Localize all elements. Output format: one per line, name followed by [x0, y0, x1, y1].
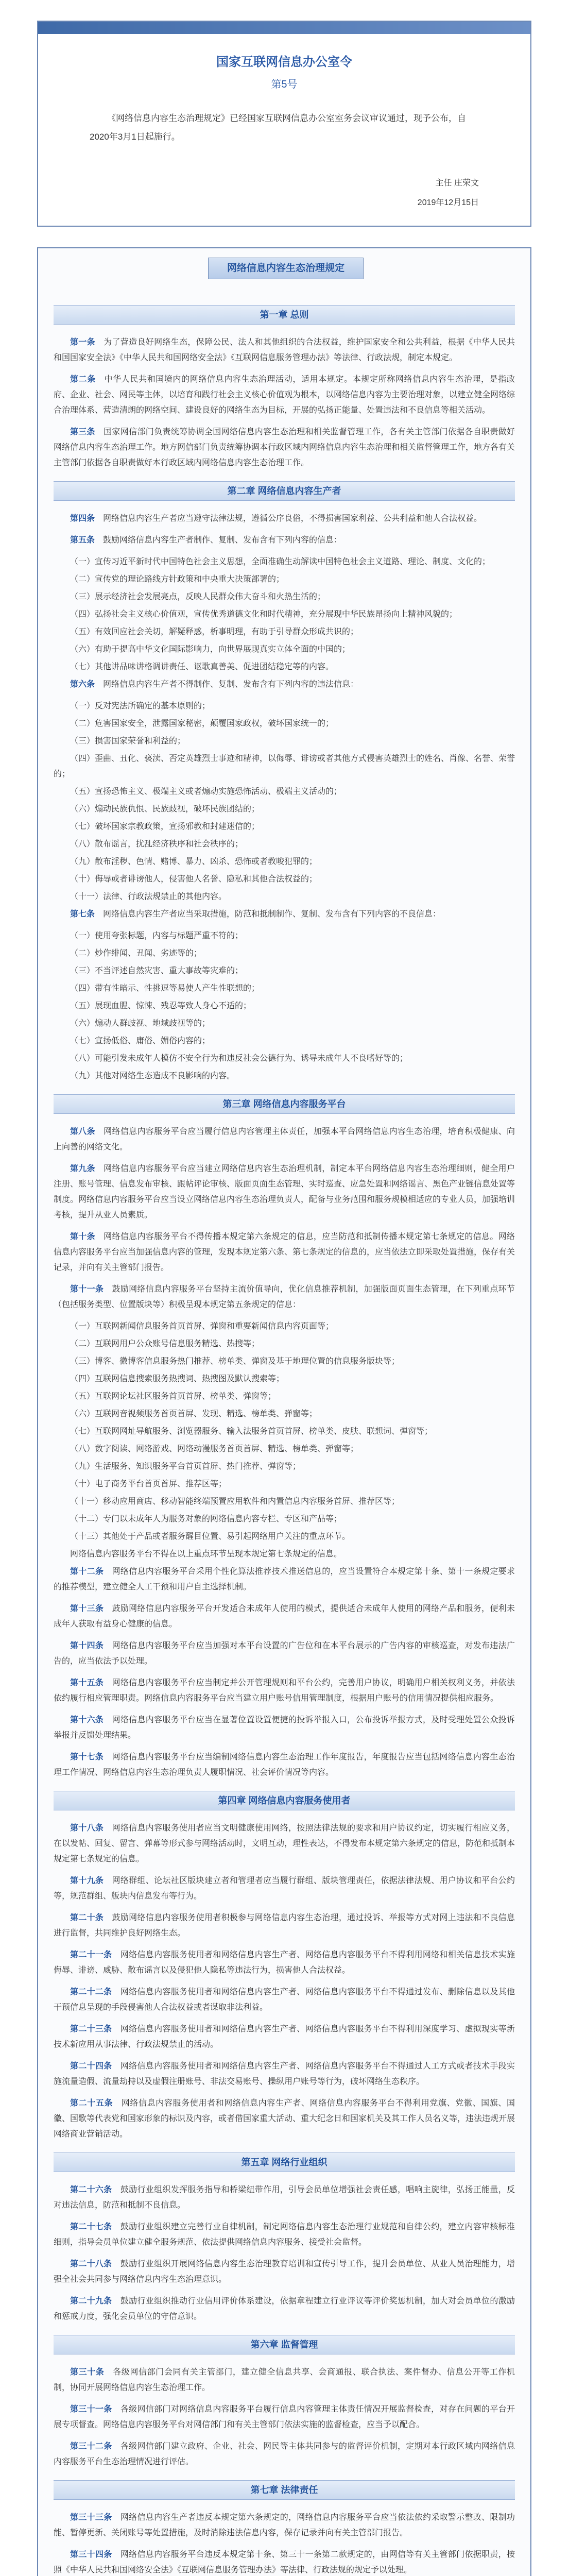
article-text: 鼓励行业组织开展网络信息内容生态治理教育培训和宣传引导工作，提升会员单位、从业人员治理能力，增强全社会共同参与网络信息内容生态治理意识。	[54, 2260, 515, 2284]
article-text: 网络信息内容服务平台采用个性化算法推荐技术推送信息的，应当设置符合本规定第十条、第十一条规定要求的推荐模型，建立健全人工干预和用户自主选择机制。	[54, 1567, 515, 1591]
article	[54, 2294, 515, 2325]
article-item: （二）宣传党的理论路线方针政策和中央重大决策部署的；	[70, 575, 285, 584]
article-text: 网络信息内容生产者应当遵守法律法规，遵循公序良俗，不得损害国家利益、公共利益和他人合法权益。	[103, 514, 482, 523]
article-number: 第二十八条	[70, 2260, 112, 2268]
header-card	[37, 21, 531, 227]
article-item: （十三）其他处于产品或者服务醒目位置、易引起网络用户关注的重点环节。	[70, 1532, 351, 1541]
article-number: 第七条	[70, 910, 95, 919]
article-number: 第十五条	[70, 1679, 104, 1687]
article-item: （九）其他对网络生态造成不良影响的内容。	[70, 1072, 235, 1080]
article	[54, 2402, 515, 2433]
article-item: （四）歪曲、丑化、亵渎、否定英雄烈士事迹和精神，以侮辱、诽谤或者其他方式侵害英雄烈士的姓名、肖像、名誉、荣誉的；	[54, 754, 515, 778]
article-text: 鼓励网络信息内容服务平台坚持主流价值导向，优化信息推荐机制，加强版面页面生态管理，在下列重点环节（包括服务类型、位置版块等）积极呈现本规定第五条规定的信息：	[54, 1285, 515, 1309]
article-item: （十）侮辱或者诽谤他人，侵害他人名誉、隐私和其他合法权益的；	[70, 875, 318, 884]
chapter-heading: 第四章 网络信息内容服务使用者	[54, 1791, 515, 1810]
article	[54, 2182, 515, 2213]
order-number: 第5号	[271, 79, 298, 90]
article-number: 第四条	[70, 514, 95, 523]
article-item: （七）其他讲品味讲格调讲责任、讴歌真善美、促进团结稳定等的内容。	[70, 663, 334, 671]
article-item: （一）互联网新闻信息服务首页首屏、弹窗和重要新闻信息内容页面等；	[70, 1322, 334, 1331]
article-text: 鼓励网络信息内容生产者制作、复制、发布含有下列内容的信息：	[103, 536, 342, 545]
article-number: 第八条	[70, 1127, 95, 1136]
article-item: （五）宣扬恐怖主义、极端主义或者煽动实施恐怖活动、极端主义活动的；	[70, 787, 342, 796]
article	[54, 2439, 515, 2470]
article-item: （八）可能引发未成年人模仿不安全行为和违反社会公德行为、诱导未成年人不良嗜好等的；	[70, 1054, 408, 1063]
article	[54, 2510, 515, 2541]
article-text: 网络信息内容服务平台应当制定并公开管理规则和平台公约，完善用户协议，明确用户相关权利义务，并依法依约履行相应管理职责。网络信息内容服务平台应当建立用户账号信用管理制度，根据用户账号的信用情况提供相应服务。	[54, 1679, 515, 1703]
article-text: 网络信息内容服务使用者和网络信息内容生产者、网络信息内容服务平台不得利用深度学习、虚拟现实等新技术新应用从事法律、行政法规禁止的活动。	[54, 2025, 515, 2049]
article-text: 网络信息内容服务平台不得传播本规定第六条规定的信息，应当防范和抵制传播本规定第七条规定的信息。网络信息内容服务平台应当加强信息内容的管理，发现本规定第六条、第七条规定的信息的，应当依法立即采取处置措施，保存有关记录，并向有关主管部门报告。	[54, 1232, 515, 1272]
article-text: 网络信息内容服务使用者和网络信息内容生产者、网络信息内容服务平台不得利用党旗、党徽、国旗、国徽、国歌等代表党和国家形象的标识及内容，或者借国家重大活动、重大纪念日和国家机关及其工作人员名义等，违法违规开展网络商业营销活动。	[54, 2099, 515, 2139]
article-item: （三）不当评述自然灾害、重大事故等灾难的；	[70, 967, 244, 975]
article-text: 为了营造良好网络生态，保障公民、法人和其他组织的合法权益，维护国家安全和公共利益，根据《中华人民共和国国家安全法》《中华人民共和国网络安全法》《互联网信息服务管理办法》等法律、行政法规，制定本规定。	[54, 338, 515, 362]
article-item: （二）炒作绯闻、丑闻、劣迹等的；	[70, 949, 202, 958]
article-item: （三）损害国家荣誉和利益的；	[70, 737, 186, 745]
intro-paragraph: 《网络信息内容生态治理规定》已经国家互联网信息办公室室务会议审议通过，现予公布，自2020年3月1日起施行。	[90, 113, 466, 142]
article	[54, 1910, 515, 1941]
article-number: 第十九条	[70, 1876, 104, 1885]
article-text: 鼓励网络信息内容服务使用者积极参与网络信息内容生态治理，通过投诉、举报等方式对网上违法和不良信息进行监督，共同维护良好网络生态。	[54, 1913, 515, 1938]
article-item: （八）数字阅读、网络游戏、网络动漫服务首页首屏、精选、榜单类、弹窗等；	[70, 1445, 359, 1453]
article-number: 第二条	[70, 375, 96, 384]
article-number: 第五条	[70, 536, 95, 545]
article	[54, 2022, 515, 2053]
article-number: 第六条	[70, 680, 95, 689]
chapter-heading: 第六章 监督管理	[54, 2335, 515, 2354]
article-text: 网络信息内容服务平台应当建立网络信息内容生态治理机制，制定本平台网络信息内容生态治理细则，健全用户注册、账号管理、信息发布审核、跟帖评论审核、版面页面生态管理、实时巡查、应急处置和网络谣言、黑色产业链信息处置等制度。网络信息内容服务平台应当设立网络信息内容生态治理负责人，配备与业务范围和服务规模相适应的专业人员，加强培训考核，提升从业人员素质。	[54, 1164, 515, 1219]
article-text: 网络信息内容服务平台违反本规定第十条、第三十一条第二款规定的，由网信等有关主管部门依据职责，按照《中华人民共和国网络安全法》《互联网信息服务管理办法》等法律、行政法规的规定予以处理。	[54, 2550, 515, 2574]
article	[54, 907, 515, 922]
issue-date: 2019年12月15日	[417, 198, 479, 207]
article-text: 各级网信部门对网络信息内容服务平台履行信息内容管理主体责任情况开展监督检查，对存在问题的平台开展专项督查。网络信息内容服务平台对网信部门和有关主管部门依法实施的监督检查，应当予以配合。	[54, 2405, 515, 2429]
director-signature: 主任 庄荣文	[435, 179, 479, 188]
regulation-card	[37, 247, 531, 2576]
article-text: 网络信息内容服务使用者应当文明健康使用网络，按照法律法规的要求和用户协议约定，切实履行相应义务，在以发帖、回复、留言、弹幕等形式参与网络活动时，文明互动，理性表达，不得发布本规定第六条规定的信息，防范和抵制本规定第七条规定的信息。	[54, 1824, 515, 1863]
article-number: 第一条	[70, 338, 95, 347]
chapter-heading: 第五章 网络行业组织	[54, 2153, 515, 2172]
article-item: （四）弘扬社会主义核心价值观，宣传优秀道德文化和时代精神，充分展现中华民族昂扬向上精神风貌的；	[70, 610, 458, 619]
article-item: （八）散布谣言，扰乱经济秩序和社会秩序的；	[70, 840, 244, 849]
article	[54, 1124, 515, 1155]
article-item: （一）宣传习近平新时代中国特色社会主义思想，全面准确生动解读中国特色社会主义道路、理论、制度、文化的；	[70, 557, 491, 566]
article-item: （十一）移动应用商店、移动智能终端预置应用软件和内置信息内容服务首屏、推荐区等；	[70, 1497, 400, 1506]
article	[54, 1750, 515, 1781]
article-number: 第十七条	[70, 1753, 104, 1761]
article-text: 鼓励网络信息内容服务平台开发适合未成年人使用的模式，提供适合未成年人使用的网络产品和服务，便利未成年人获取有益身心健康的信息。	[54, 1604, 515, 1629]
article	[54, 2059, 515, 2090]
article-text: 网络信息内容服务平台应当加强对本平台设置的广告位和在本平台展示的广告内容的审核巡查，对发布违法广告的，应当依法予以处理。	[54, 1641, 515, 1666]
article-item: （二）危害国家安全，泄露国家秘密，颠覆国家政权，破坏国家统一的；	[70, 719, 334, 728]
article-text: 各级网信部门建立政府、企业、社会、网民等主体共同参与的监督评价机制，定期对本行政区域内网络信息内容服务平台生态治理情况进行评估。	[54, 2442, 515, 2466]
article	[54, 425, 515, 471]
article-text: 网络信息内容服务使用者和网络信息内容生产者、网络信息内容服务平台不得利用网络和相关信息技术实施侮辱、诽谤、威胁、散布谣言以及侵犯他人隐私等违法行为，损害他人合法权益。	[54, 1951, 515, 1975]
article-text: 网络信息内容服务平台应当履行信息内容管理主体责任，加强本平台网络信息内容生态治理，培育积极健康、向上向善的网络文化。	[54, 1127, 515, 1151]
article	[54, 1229, 515, 1276]
article	[54, 2257, 515, 2287]
article-number: 第三条	[70, 428, 95, 436]
article	[54, 1985, 515, 2015]
article	[54, 1821, 515, 1867]
article-number: 第十六条	[70, 1716, 104, 1724]
article-item: （七）宣扬低俗、庸俗、媚俗内容的；	[70, 1037, 211, 1045]
article-item: （六）有助于提高中华文化国际影响力，向世界展现真实立体全面的中国的；	[70, 645, 351, 654]
article-number: 第二十一条	[70, 1951, 112, 1959]
article	[54, 2219, 515, 2250]
header-decoration	[38, 22, 530, 34]
regulation-content	[54, 295, 515, 2576]
article-number: 第三十条	[70, 2368, 105, 2377]
article	[54, 2096, 515, 2142]
article-number: 第二十五条	[70, 2099, 113, 2108]
article-item: （七）互联网网址导航服务、浏览器服务、输入法服务首页首屏、榜单类、皮肤、联想词、弹窗等；	[70, 1427, 433, 1436]
article-item: （四）带有性暗示、性挑逗等易使人产生性联想的；	[70, 984, 260, 993]
article	[54, 1161, 515, 1223]
article-number: 第三十一条	[70, 2405, 112, 2414]
article-number: 第十条	[70, 1232, 95, 1241]
article-text: 网络信息内容服务使用者和网络信息内容生产者、网络信息内容服务平台不得通过发布、删除信息以及其他干预信息呈现的手段侵害他人合法权益或者谋取非法利益。	[54, 1988, 515, 2012]
article-number: 第十三条	[70, 1604, 104, 1613]
article-text: 网络信息内容生产者违反本规定第六条规定的，网络信息内容服务平台应当依法依约采取警示整改、限制功能、暂停更新、关闭账号等处置措施，及时消除违法信息内容，保存记录并向有关主管部门报告。	[54, 2513, 515, 2537]
article-number: 第十四条	[70, 1641, 104, 1650]
article-number: 第二十条	[70, 1913, 104, 1922]
chapter-heading: 第七章 法律责任	[54, 2480, 515, 2500]
article-text: 网络信息内容服务平台应当编制网络信息内容生态治理工作年度报告，年度报告应当包括网络信息内容生态治理工作情况、网络信息内容生态治理负责人履职情况、社会评价情况等内容。	[54, 1753, 515, 1777]
article-item: （三）博客、微博客信息服务热门推荐、榜单类、弹窗及基于地理位置的信息服务版块等；	[70, 1357, 400, 1366]
article-number: 第二十四条	[70, 2062, 112, 2071]
article-text: 鼓励行业组织发挥服务指导和桥梁纽带作用，引导会员单位增强社会责任感，唱响主旋律，弘扬正能量，反对违法信息，防范和抵制不良信息。	[54, 2185, 515, 2210]
article-text: 各级网信部门会同有关主管部门，建立健全信息共享、会商通报、联合执法、案件督办、信息公开等工作机制，协同开展网络信息内容生态治理工作。	[54, 2368, 515, 2392]
article-text: 鼓励行业组织建立完善行业自律机制，制定网络信息内容生态治理行业规范和自律公约，建立内容审核标准细则，指导会员单位建立健全服务规范、依法提供网络信息内容服务、接受社会监督。	[54, 2223, 515, 2247]
article-item: （七）破坏国家宗教政策，宣扬邪教和封建迷信的；	[70, 822, 260, 831]
article	[54, 1638, 515, 1669]
article	[54, 1873, 515, 1904]
article	[54, 1713, 515, 1743]
article-item: （十二）专门以未成年人为服务对象的网络信息内容专栏、专区和产品等；	[70, 1515, 342, 1523]
article-item: （一）反对宪法所确定的基本原则的；	[70, 702, 211, 710]
article-text: 中华人民共和国境内的网络信息内容生态治理活动，适用本规定。本规定所称网络信息内容生态治理，是指政府、企业、社会、网民等主体，以培育和践行社会主义核心价值观为根本，以网络信息内容为主要治理对象，以建立健全网络综合治理体系、营造清朗的网络空间、建设良好的网络生态为目标，开展的弘扬正能量、处置违法和不良信息等相关活动。	[54, 375, 515, 415]
article-text: 国家网信部门负责统筹协调全国网络信息内容生态治理和相关监督管理工作，各有关主管部门依据各自职责做好网络信息内容生态治理工作。地方网信部门负责统筹协调本行政区域内网络信息内容生态治理和相关监督管理工作，地方各有关主管部门依据各自职责做好本行政区域内网络信息内容生态治理工作。	[54, 428, 515, 467]
article-item: （三）展示经济社会发展亮点，反映人民群众伟大奋斗和火热生活的；	[70, 592, 326, 601]
article	[54, 1675, 515, 1706]
article-number: 第十八条	[70, 1824, 104, 1833]
article-number: 第二十二条	[70, 1988, 112, 1996]
article-item: （六）煽动民族仇恨、民族歧视，破坏民族团结的；	[70, 805, 260, 814]
article	[54, 1282, 515, 1313]
article	[54, 1564, 515, 1595]
regulation-title: 网络信息内容生态治理规定	[208, 258, 364, 279]
article-item: （五）互联网论坛社区服务首页首屏、榜单类、弹窗等；	[70, 1392, 277, 1401]
article-number: 第二十六条	[70, 2185, 112, 2194]
article-item: （十）电子商务平台首页首屏、推荐区等；	[70, 1480, 227, 1488]
article-number: 第二十七条	[70, 2223, 112, 2231]
chapter-heading: 第二章 网络信息内容生产者	[54, 481, 515, 501]
org-title: 国家互联网信息办公室令	[216, 55, 352, 69]
article-item: （十一）法律、行政法规禁止的其他内容。	[70, 892, 227, 901]
article	[54, 677, 515, 692]
article-item: 网络信息内容服务平台不得在以上重点环节呈现本规定第七条规定的信息。	[70, 1550, 342, 1558]
article-number: 第三十二条	[70, 2442, 112, 2451]
article-number: 第二十三条	[70, 2025, 112, 2033]
article-item: （二）互联网用户公众账号信息服务精选、热搜等；	[70, 1340, 260, 1348]
article-item: （九）散布淫秽、色情、赌博、暴力、凶杀、恐怖或者教唆犯罪的；	[70, 857, 318, 866]
article-item: （五）有效回应社会关切，解疑释惑，析事明理，有助于引导群众形成共识的；	[70, 628, 359, 636]
article-item: （九）生活服务、知识服务平台首页首屏、热门推荐、弹窗等；	[70, 1462, 301, 1471]
chapter-heading: 第三章 网络信息内容服务平台	[54, 1094, 515, 1114]
article-item: （六）互联网音视频服务首页首屏、发现、精选、榜单类、弹窗等；	[70, 1410, 318, 1418]
article-text: 网络信息内容服务使用者和网络信息内容生产者、网络信息内容服务平台不得通过人工方式或者技术手段实施流量造假、流量劫持以及虚假注册账号、非法交易账号、操纵用户账号等行为，破坏网络生态秩序。	[54, 2062, 515, 2086]
article-number: 第九条	[70, 1164, 95, 1173]
article-text: 网络群组、论坛社区版块建立者和管理者应当履行群组、版块管理责任，依据法律法规、用户协议和平台公约等，规范群组、版块内信息发布等行为。	[54, 1876, 515, 1901]
article	[54, 511, 515, 527]
chapter-heading: 第一章 总则	[54, 305, 515, 325]
article	[54, 1947, 515, 1978]
article-number: 第二十九条	[70, 2297, 112, 2306]
article-item: （五）展现血腥、惊悚、残忍等致人身心不适的；	[70, 1002, 252, 1010]
article-number: 第十一条	[70, 1285, 104, 1294]
article	[54, 335, 515, 366]
article-number: 第三十四条	[70, 2550, 112, 2559]
article	[54, 2365, 515, 2396]
article-text: 网络信息内容生产者不得制作、复制、发布含有下列内容的违法信息：	[103, 680, 359, 689]
article-text: 鼓励行业组织推动行业信用评价体系建设，依据章程建立行业评议等评价奖惩机制，加大对会员单位的激励和惩戒力度，强化会员单位的守信意识。	[54, 2297, 515, 2321]
article-number: 第三十三条	[70, 2513, 112, 2522]
article-text: 网络信息内容生产者应当采取措施，防范和抵制制作、复制、发布含有下列内容的不良信息：	[103, 910, 441, 919]
article	[54, 533, 515, 548]
article-text: 网络信息内容服务平台应当在显著位置设置便捷的投诉举报入口，公布投诉举报方式，及时受理处置公众投诉举报并反馈处理结果。	[54, 1716, 515, 1740]
article	[54, 372, 515, 418]
article-item: （一）使用夸张标题，内容与标题严重不符的；	[70, 931, 244, 940]
article	[54, 1601, 515, 1632]
article	[54, 2547, 515, 2576]
article-number: 第十二条	[70, 1567, 104, 1576]
article-item: （六）煽动人群歧视、地域歧视等的；	[70, 1019, 211, 1028]
article-item: （四）互联网信息搜索服务热搜词、热搜图及默认搜索等；	[70, 1375, 285, 1383]
